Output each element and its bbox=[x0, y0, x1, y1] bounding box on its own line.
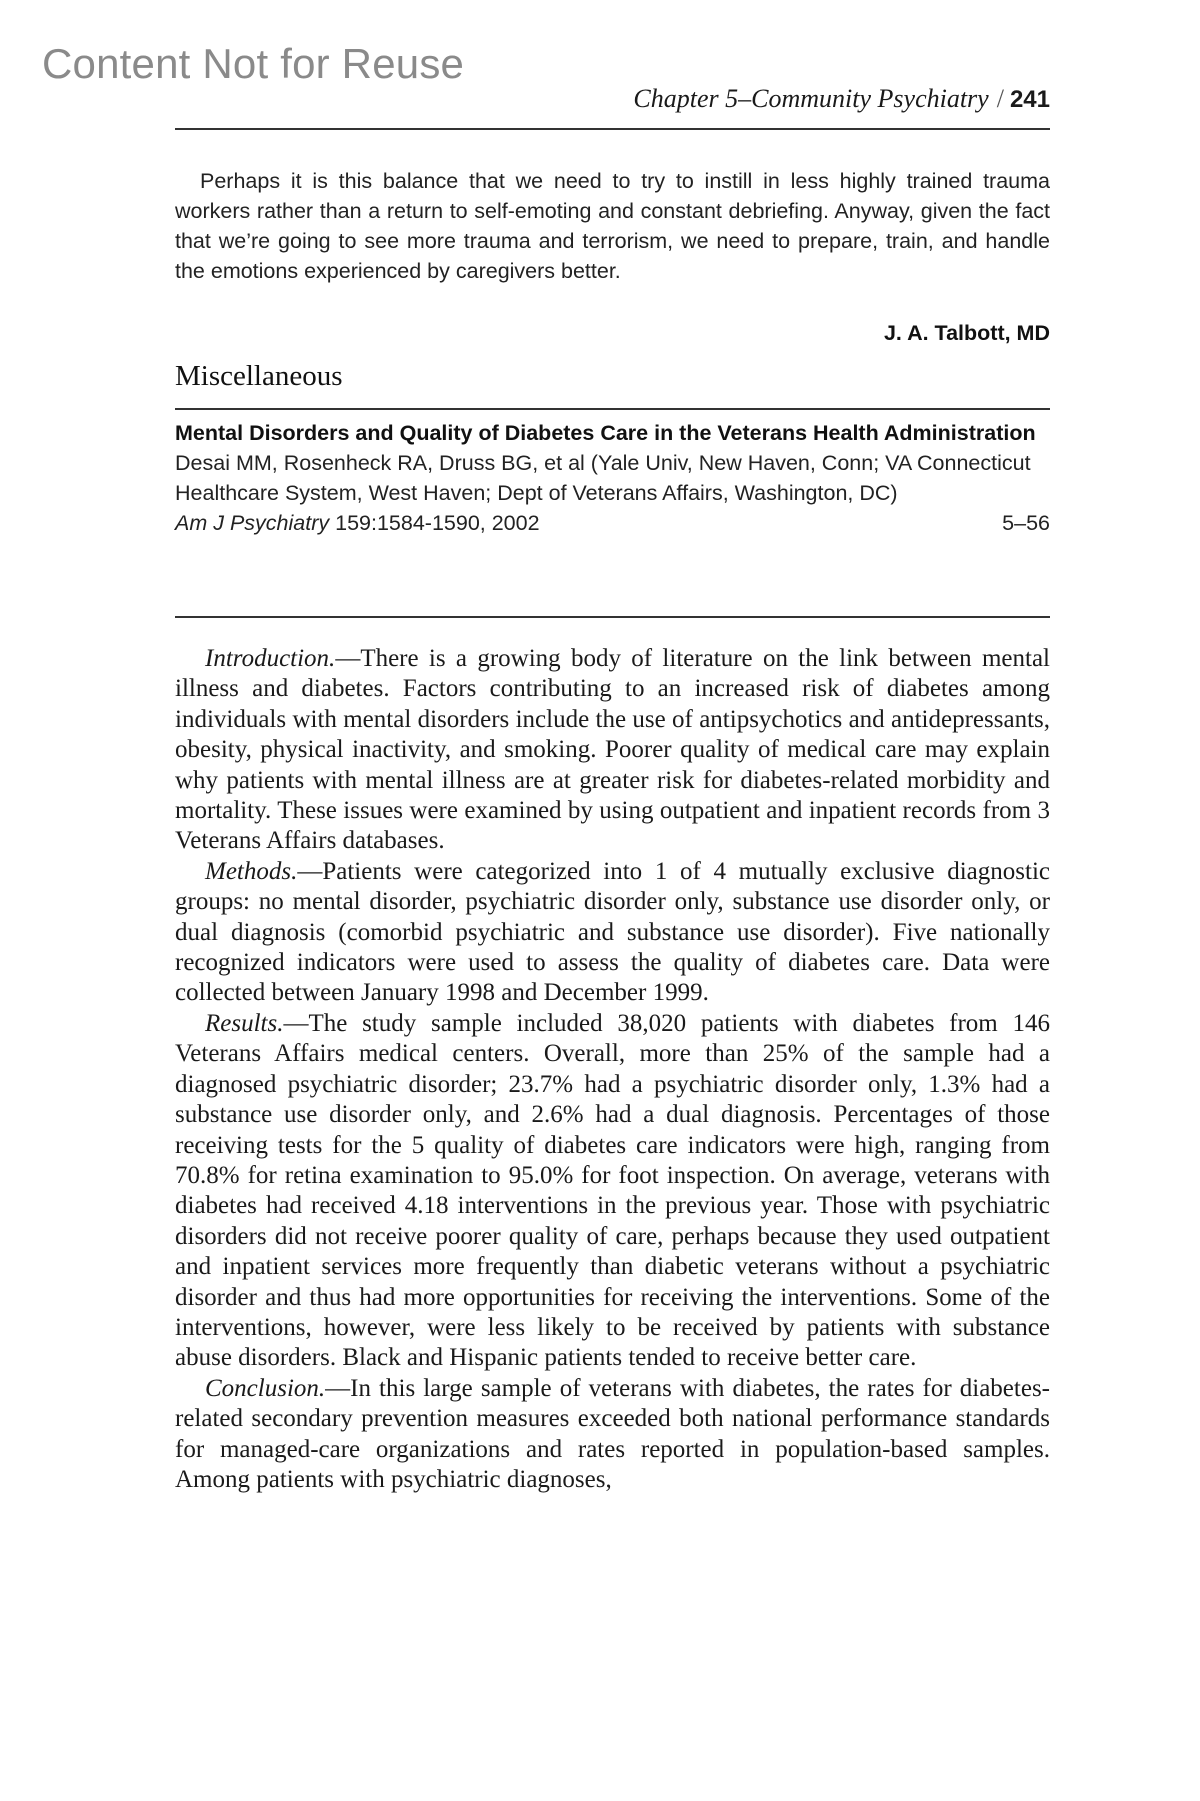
abstract-label: Results. bbox=[205, 1009, 284, 1037]
abstract-text: —Patients were categorized into 1 of 4 mutually exclusive diagnostic groups: no mental disorder, psychiatric disorder only, substance use disorder only, or dual diagnosis (comorbid psychiatric and substance use disorder). Five nationally recognized indicators were used to assess the quality of diabetes care. Data were collected between January 1998 and December 1999. bbox=[175, 857, 1050, 1007]
header-rule bbox=[175, 128, 1050, 130]
abstract-text: —The study sample included 38,020 patients with diabetes from 146 Veterans Affairs medical centers. Overall, more than 25% of the sample had a diagnosed psychiatric disorder; 23.7% had a psychiatric disorder only, 1.3% had a substance use disorder only, and 2.6% had a dual diagnosis. Percentages of those receiving tests for the 5 quality of diabetes care indicators were high, ranging from 70.8% for retina examination to 95.0% for foot inspection. On average, veterans with diabetes had received 4.18 interventions in the previous year. Those with psychiatric disorders did not receive poorer quality of care, perhaps because they used outpatient and inpatient services more frequently than diabetic veterans without a psychiatric disorder and thus had more opportunities for receiving the interventions. Some of the interventions, however, were less likely to be received by patients with substance abuse disorders. Black and Hispanic patients tended to receive better care. bbox=[175, 1009, 1050, 1372]
article-citation bbox=[175, 418, 1050, 538]
signature: J. A. Talbott, MD bbox=[883, 321, 1050, 345]
intro-paragraph: Perhaps it is this balance that we need to try to instill in less highly trained trauma workers rather than a return to self-emoting and constant debriefing. Anyway, given the fact that we’re going to see more trauma and terrorism, we need to prepare, train, and handle the emotions experienced by caregivers better. bbox=[175, 169, 1050, 283]
section-heading: Miscellaneous bbox=[175, 360, 343, 392]
abstract-paragraph-introduction bbox=[175, 644, 1050, 857]
abstract-label: Conclusion. bbox=[205, 1374, 326, 1402]
running-head-separator: / bbox=[996, 84, 1004, 113]
section-rule-top bbox=[175, 408, 1050, 410]
abstract bbox=[175, 644, 1050, 1495]
article-number: 5–56 bbox=[1002, 511, 1050, 535]
abstract-label: Introduction. bbox=[205, 645, 336, 672]
abstract-text: —There is a growing body of literature on the link between mental illness and diabetes. Factors contributing to an increased risk of diabetes among individuals with mental disorders include the use of antipsychotics and antidepressants, obesity, physical inactivity, and smoking. Poorer quality of medical care may explain why patients with mental illness are at greater risk for diabetes-related morbidity and mortality. These issues were examined by using outpatient and inpatient records from 3 Veterans Affairs databases. bbox=[175, 645, 1050, 855]
abstract-label: Methods. bbox=[205, 857, 298, 885]
abstract-paragraph-conclusion bbox=[175, 1374, 1050, 1496]
page-number: 241 bbox=[1009, 86, 1050, 113]
watermark: Content Not for Reuse bbox=[42, 40, 465, 87]
section-rule-bottom bbox=[175, 616, 1050, 618]
article-source bbox=[175, 508, 1050, 538]
abstract-text: —In this large sample of veterans with diabetes, the rates for diabetes-related secondary prevention measures exceeded both national performance standards for managed-care organizations and rates reported in population-based samples. Among patients with psychiatric diagnoses, bbox=[175, 1374, 1050, 1493]
article-title: Mental Disorders and Quality of Diabetes Care in the Veterans Health Administration bbox=[175, 421, 1036, 445]
journal-citation: 159:1584-1590, 2002 bbox=[335, 511, 540, 535]
chapter-title: Chapter 5–Community Psychiatry bbox=[633, 84, 989, 113]
journal-name: Am J Psychiatry bbox=[175, 511, 330, 535]
article-authors: Desai MM, Rosenheck RA, Druss BG, et al (Yale Univ, New Haven, Conn; VA Connecticut Healthcare System, West Haven; Dept of Veterans Affairs, Washington, DC) bbox=[175, 451, 1031, 505]
running-head bbox=[175, 84, 1050, 114]
abstract-paragraph-results bbox=[175, 1009, 1050, 1374]
abstract-paragraph-methods bbox=[175, 857, 1050, 1009]
